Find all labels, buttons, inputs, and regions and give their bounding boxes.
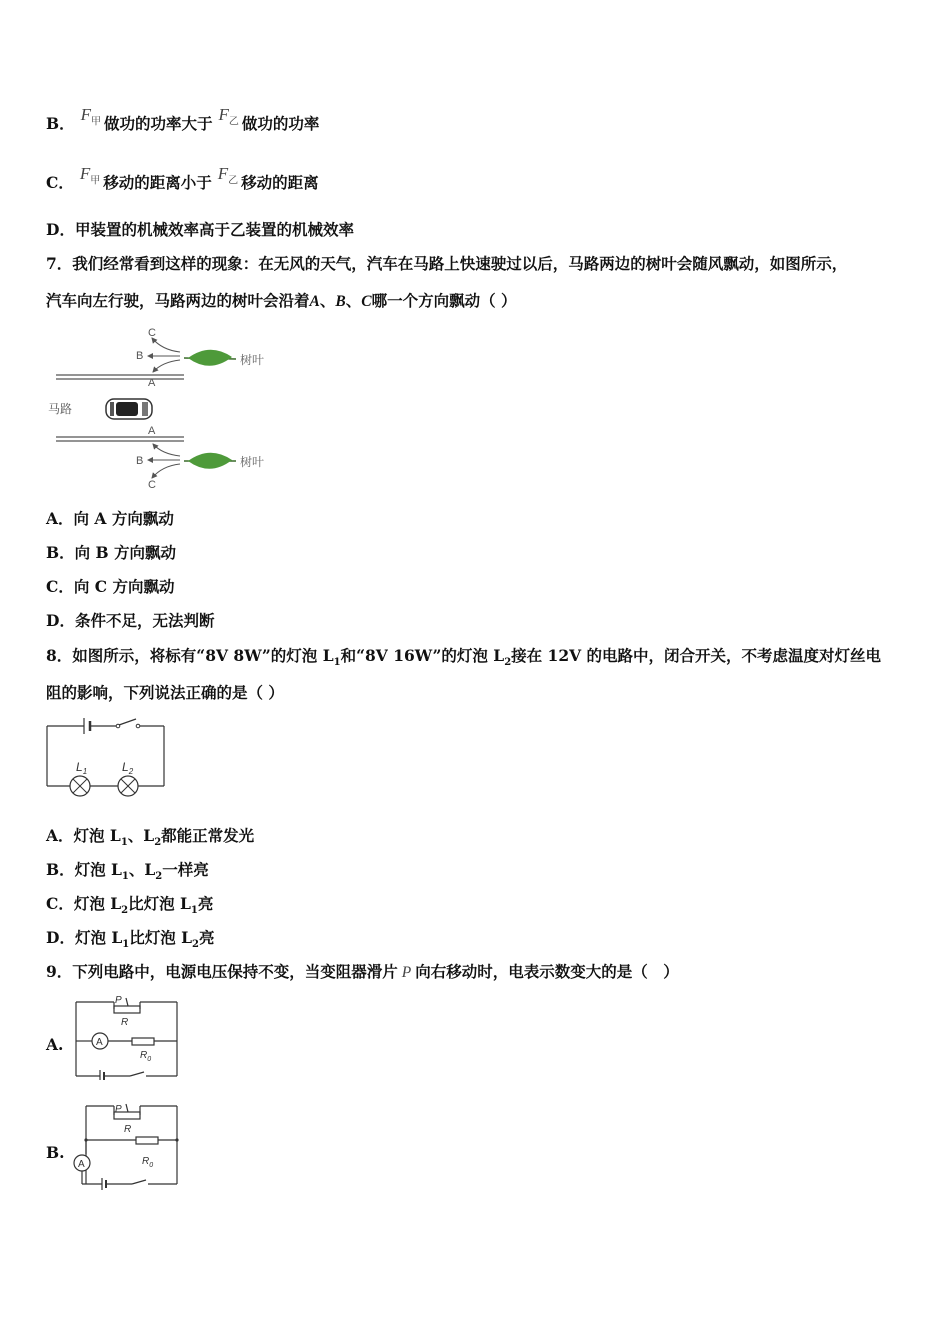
resistor-r0-icon	[132, 1038, 154, 1045]
force-symbol-yi: $F_乙$	[217, 164, 239, 187]
slider-p-icon	[126, 998, 128, 1006]
q9-stem: 9．下列电路中，电源电压保持不变，当变阻器滑片 P 向右移动时，电表示数变大的是（ ）	[46, 962, 679, 981]
force-symbol-jia: $F_甲$	[80, 105, 101, 128]
q8-option-c: C．灯泡 $L_2$比灯泡 $L_1$亮	[46, 894, 214, 917]
lamp-l2-icon	[118, 776, 138, 796]
q7-stem-line2: 汽车向左行驶，马路两边的树叶会沿着A、B、C哪一个方向飘动（ ）	[46, 291, 517, 310]
q7-option-c: C．向 C 方向飘动	[46, 577, 175, 596]
svg-text:A: A	[96, 1037, 103, 1048]
svg-text:R0: $R_0$	[140, 1050, 152, 1063]
q7-road-figure	[44, 322, 284, 494]
switch-icon	[130, 1072, 144, 1076]
switch-icon	[132, 1180, 146, 1184]
q7-option-d: D．条件不足，无法判断	[46, 611, 215, 630]
q7-option-b: B．向 B 方向飘动	[46, 543, 177, 562]
svg-text:P: P	[115, 995, 122, 1006]
svg-text:R: R	[124, 1124, 132, 1135]
label-a-top: A	[148, 377, 156, 389]
q9-option-b-label: B.	[46, 1143, 65, 1162]
rheostat-r-icon	[114, 1006, 140, 1013]
car-icon	[106, 399, 152, 419]
force-symbol-jia: $F_甲$	[79, 164, 101, 187]
q9-circuit-a	[70, 992, 182, 1080]
label-b-top: B	[136, 350, 144, 362]
lamp-l1-icon	[70, 776, 90, 796]
q8-stem-line1: 8．如图所示，将标有“8V 8W”的灯泡 $L_1$和“8V 16W”的灯泡 $L_2$接在 12V 的电路中，闭合开关，不考虑温度对灯丝电	[46, 646, 882, 669]
svg-text:R: R	[121, 1017, 129, 1028]
q9-circuit-b	[70, 1100, 182, 1190]
slider-p-icon	[126, 1104, 128, 1112]
leaf-label-top: 树叶	[240, 353, 265, 367]
svg-text:R0: $R_0$	[142, 1156, 154, 1169]
leaf-icon-top	[184, 350, 236, 366]
resistor-r0-icon	[136, 1137, 158, 1144]
q9-option-a-label: A.	[46, 1035, 64, 1054]
q6-option-b: B． $F_甲$ 做功的功率大于 $F_乙$ 做功的功率	[46, 105, 320, 133]
svg-text:P: P	[115, 1104, 122, 1115]
label-l2: $L_2$	[122, 760, 134, 776]
q8-option-a: A．灯泡 $L_1$、$L_2$都能正常发光	[46, 826, 255, 849]
q8-option-b: B．灯泡 $L_1$、$L_2$一样亮	[46, 860, 209, 883]
leaf-icon-bottom	[184, 453, 236, 469]
q8-option-d: D．灯泡 $L_1$比灯泡 $L_2$亮	[46, 928, 215, 951]
q6-option-d: D．甲装置的机械效率高于乙装置的机械效率	[46, 220, 354, 239]
road-label: 马路	[48, 402, 73, 416]
q7-stem-line1: 7．我们经常看到这样的现象：在无风的天气，汽车在马路上快速驶过以后，马路两边的树叶会随风飘动，如图所示，	[46, 254, 848, 273]
leaf-label-bottom: 树叶	[240, 455, 265, 469]
force-symbol-yi: $F_乙$	[218, 105, 239, 128]
q6-option-c: C． $F_甲$ 移动的距离小于 $F_乙$ 移动的距离	[46, 164, 319, 192]
label-c-bottom: C	[148, 479, 156, 491]
q8-circuit-figure	[44, 716, 170, 802]
q7-option-a: A．向 A 方向飘动	[46, 509, 174, 528]
label-b-bottom: B	[136, 455, 144, 467]
q8-stem-line2: 阻的影响，下列说法正确的是（ ）	[46, 683, 284, 702]
label-c-top: C	[148, 327, 156, 339]
svg-text:A: A	[78, 1159, 85, 1170]
label-l1: $L_1$	[76, 760, 88, 776]
switch-icon	[119, 719, 136, 725]
label-a-bottom: A	[148, 425, 156, 437]
